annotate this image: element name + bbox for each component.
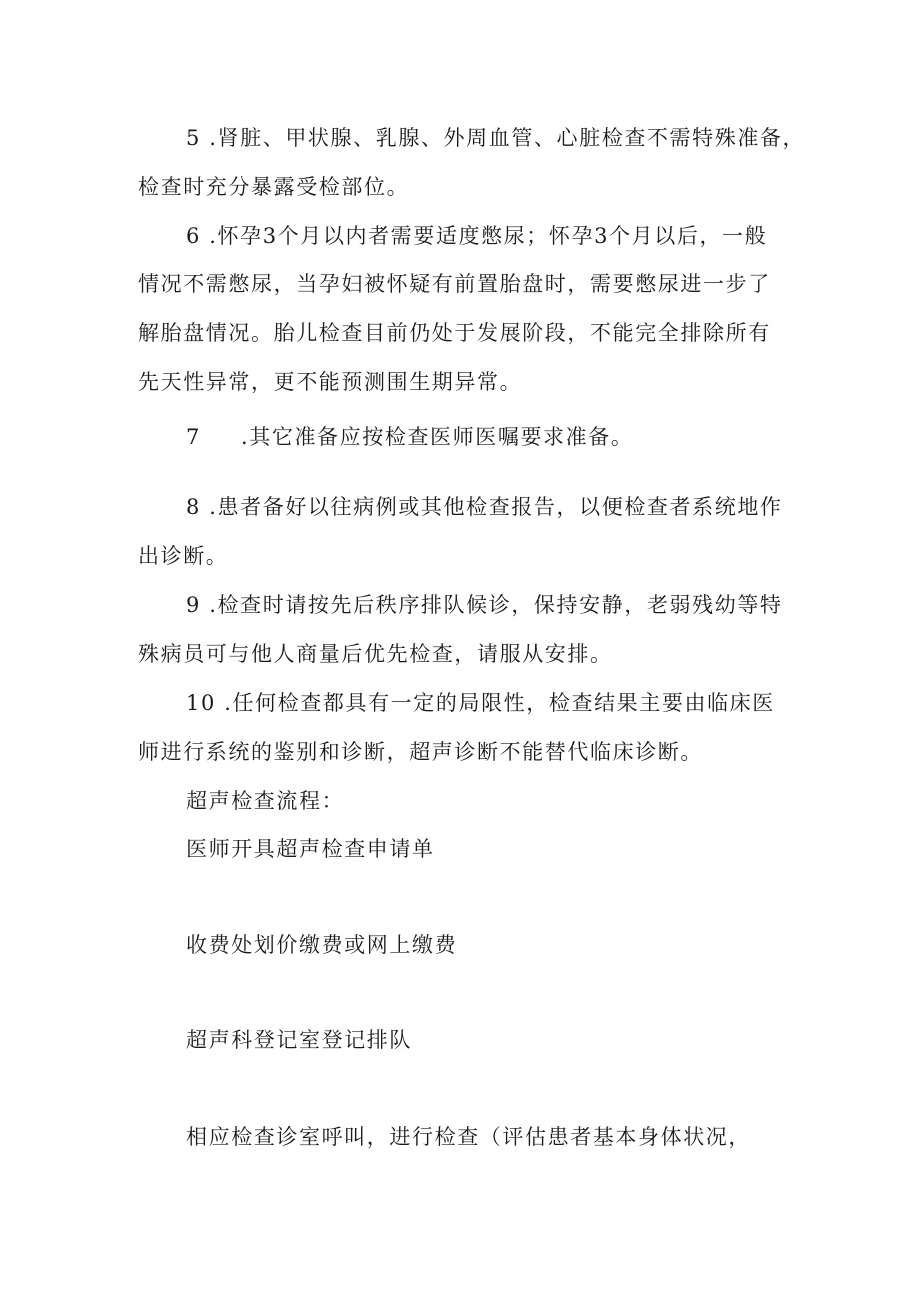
item-9-text: .检查时请按先后秩序排队候诊，保持安静，老弱残幼等特 <box>200 593 783 617</box>
item-8-line-2: 出诊断。 <box>138 544 229 568</box>
item-5-line-2: 检查时充分暴露受检部位。 <box>138 175 410 199</box>
item-10-text: .任何检查都具有一定的局限性，检查结果主要由临床医 <box>215 691 775 715</box>
flow-step-3: 超声科登记室登记排队 <box>186 1028 412 1052</box>
item-8-line-1 <box>186 494 783 520</box>
item-5-line-1 <box>186 125 805 151</box>
item-7-number: 7 <box>186 425 201 449</box>
item-9-line-2: 殊病员可与他人商量后优先检查，请服从安排。 <box>138 642 613 666</box>
flow-step-1: 医师开具超声检查申请单 <box>186 837 435 861</box>
item-9-number: 9 <box>186 593 201 617</box>
item-6-text: .怀孕3个月以内者需要适度憋尿；怀孕3个月以后，一般 <box>200 224 768 248</box>
item-6-line-1 <box>186 223 767 249</box>
item-10-line-2: 师进行系统的鉴别和诊断，超声诊断不能替代临床诊断。 <box>138 740 703 764</box>
item-6-number: 6 <box>186 224 201 248</box>
item-7-line-1 <box>186 424 633 450</box>
item-5-number: 5 <box>186 126 201 150</box>
item-6-line-2: 情况不需憋尿，当孕妇被怀疑有前置胎盘时，需要憋尿进一步了 <box>138 272 771 296</box>
flow-step-2: 收费处划价缴费或网上缴费 <box>186 933 458 957</box>
item-8-text: .患者备好以往病例或其他检查报告，以便检查者系统地作 <box>200 495 783 519</box>
item-10-line-1 <box>186 690 775 716</box>
item-10-number: 10 <box>186 691 216 715</box>
item-9-line-1 <box>186 592 783 618</box>
item-6-line-3: 解胎盘情况。胎儿检查目前仍处于发展阶段，不能完全排除所有 <box>138 321 771 345</box>
item-6-line-4: 先天性异常，更不能预测围生期异常。 <box>138 370 523 394</box>
item-8-number: 8 <box>186 495 201 519</box>
flow-heading: 超声检查流程： <box>186 789 345 813</box>
item-5-text: .肾脏、甲状腺、乳腺、外周血管、心脏检查不需特殊准备， <box>200 126 806 150</box>
item-7-text: .其它准备应按检查医师医嘱要求准备。 <box>240 425 634 449</box>
flow-step-4: 相应检查诊室呼叫，进行检查（评估患者基本身体状况， <box>186 1125 751 1149</box>
